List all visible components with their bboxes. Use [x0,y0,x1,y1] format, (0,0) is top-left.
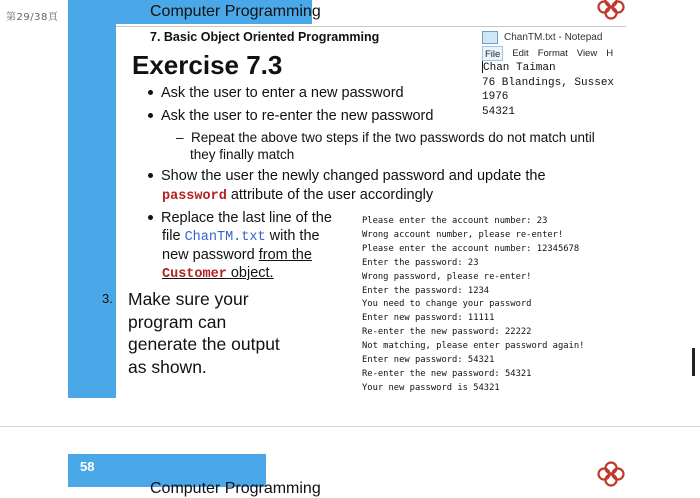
page-indicator: 第29/38頁 [6,12,59,23]
console-line: Wrong password, please re-enter! [362,271,532,282]
console-line: Please enter the account number: 12345678 [362,243,580,254]
console-output [362,215,584,396]
console-line: Not matching, please enter password again! [362,341,585,352]
section-title: 7. Basic Object Oriented Programming [150,30,380,44]
notepad-menu-edit[interactable]: Edit [512,48,529,59]
notepad-text-area[interactable] [482,61,632,119]
console-line: Enter new password: 54321 [362,355,495,366]
bullet-dot-icon [148,113,153,118]
next-slide-header-title: Computer Programming [150,480,321,497]
notepad-menu-file[interactable]: File [482,46,503,61]
code-filename: ChanTM.txt [184,230,266,245]
scrollbar-thumb[interactable] [692,348,695,376]
notepad-titlebar: ChanTM.txt - Notepad [482,29,632,46]
header-title: Computer Programming [150,3,321,20]
console-line: Your new password is 54321 [362,382,500,393]
console-line: Enter the password: 1234 [362,285,490,296]
notepad-line: 1976 [482,91,509,103]
sub-bullet-repeat-cont: they finally match [190,147,295,162]
notepad-menubar [482,46,632,61]
notepad-icon [482,31,498,44]
console-line: Re-enter the new password: 54321 [362,368,532,379]
exercise-title: Exercise 7.3 [132,50,283,80]
bullet-reenter-password: Ask the user to re-enter the new password [148,107,433,126]
console-line: Wrong account number, please re-enter! [362,229,564,240]
bullet-show-password: Show the user the newly changed password and update the [148,167,546,186]
university-logo-icon [594,0,628,20]
university-logo-icon [594,459,628,487]
item-number: 3. [102,291,113,306]
notepad-menu-view[interactable]: View [576,48,598,59]
bullet-replace-line-new: new password from the [162,247,312,263]
console-line: Enter the password: 23 [362,257,479,268]
header-divider [116,26,626,27]
item-make-sure-output: Make sure your program can generate the output as shown. [128,289,280,377]
notepad-line: 76 Blandings, Sussex [482,76,615,89]
notepad-menu-help[interactable]: H [606,48,614,59]
notepad-window [482,29,632,119]
bullet-dot-icon [148,215,153,220]
console-line: Enter new password: 11111 [362,313,495,324]
code-customer-class: Customer [162,267,227,282]
dash-icon: – [176,130,184,145]
notepad-menu-format[interactable]: Format [537,48,568,59]
slide-separator [0,426,700,427]
bullet-show-password-cont: password attribute of the user accordingly [162,187,434,204]
console-line: Re-enter the new password: 22222 [362,327,532,338]
console-line: You need to change your password [362,299,532,310]
bullet-dot-icon [148,173,153,178]
bullet-replace-line: Replace the last line of the [148,209,332,228]
console-line: Please enter the account number: 23 [362,216,548,226]
code-password-attribute: password [162,189,227,204]
bullet-replace-line-file: file ChanTM.txt with the [162,228,320,245]
bullet-replace-line-object: Customer object. [162,265,274,282]
notepad-line: Chan Taiman [483,62,556,74]
sub-bullet-repeat: – Repeat the above two steps if the two passwords do not match until [176,130,595,145]
bullet-enter-password: Ask the user to enter a new password [148,84,404,103]
bullet-dot-icon [148,90,153,95]
left-accent-bar [68,0,116,398]
notepad-line: 54321 [482,105,516,118]
page-number: 58 [80,459,95,474]
